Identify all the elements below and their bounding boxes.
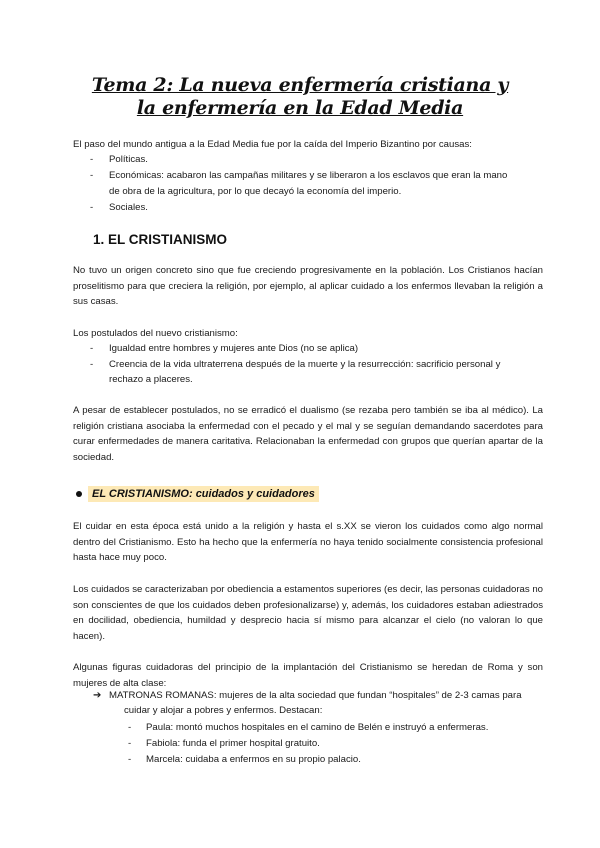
figure-item: Paula: montó muchos hospitales en el camino de Belén e instruyó a enfermeras. <box>146 722 489 733</box>
postulado-item: Igualdad entre hombres y mujeres ante Dios (no se aplica) <box>109 343 359 354</box>
paragraph: A pesar de establecer postulados, no se erradicó el dualismo (se rezaba pero también se iba al médico). La religión cristiana asociaba la enfermedad con el pecado y el mal y se seguían demandando sacerdotes para curar enfermedades de manera caritativa. Relacionaban la enfermedad con grupos que querían apartar de la sociedad. <box>73 405 543 463</box>
subsection-heading-cuidados: EL CRISTIANISMO: cuidados y cuidadores <box>88 486 319 502</box>
title-line-1: Tema 2: La nueva enfermería cristiana y <box>91 74 509 96</box>
figure-item: Marcela: cuidaba a enfermos en su propio palacio. <box>146 754 361 765</box>
section-heading-cristianismo: 1. EL CRISTIANISMO <box>93 232 228 247</box>
figure-item: Fabiola: funda el primer hospital gratuito. <box>146 738 320 749</box>
dash-bullet: - <box>128 754 132 765</box>
dash-bullet: - <box>90 202 94 213</box>
bullet-dot <box>76 491 82 497</box>
dash-bullet: - <box>90 154 94 165</box>
cause-item: Políticas. <box>109 154 148 165</box>
title-line-2: la enfermería en la Edad Media <box>136 97 464 119</box>
cause-item: Sociales. <box>109 202 148 213</box>
postulado-item-continued: rechazo a placeres. <box>109 374 193 385</box>
dash-bullet: - <box>128 738 132 749</box>
paragraph: Los cuidados se caracterizaban por obediencia a estamentos superiores (es decir, las personas cuidadoras no son conscientes de que los cuidados deben profesionalizarse) y, además, los cuidadores estaban adiestrados en docilidad, obediencia, humildad y desprecio hacia sí mismo para alcanzar el cielo (no valoran lo que hacen). <box>73 584 543 642</box>
paragraph: No tuvo un origen concreto sino que fue creciendo progresivamente en la población. Los Cristianos hacían proselitismo para que creciera la religión, por ejemplo, al aplicar cuidado a los enfermos llevaban la religión a sus casas. <box>73 265 543 307</box>
matronas-item: MATRONAS ROMANAS: mujeres de la alta sociedad que fundan “hospitales” de 2-3 camas para <box>109 690 522 701</box>
dash-bullet: - <box>90 170 94 181</box>
arrow-bullet-icon: ➔ <box>93 690 102 701</box>
dash-bullet: - <box>90 359 94 370</box>
postulados-intro: Los postulados del nuevo cristianismo: <box>73 328 238 339</box>
paragraph: El cuidar en esta época está unido a la religión y hasta el s.XX se vieron los cuidados como algo normal dentro del Cristianismo. Esto ha hecho que la enfermería no haya tenido socialmente consistencia profesional hasta hace muy poco. <box>73 521 543 563</box>
dash-bullet: - <box>90 343 94 354</box>
cause-item: Económicas: acabaron las campañas militares y se liberaron a los esclavos que eran la mano <box>109 170 508 181</box>
dash-bullet: - <box>128 722 132 733</box>
postulado-item: Creencia de la vida ultraterrena después de la muerte y la resurrección: sacrificio personal y <box>109 359 501 370</box>
intro-paragraph: El paso del mundo antigua a la Edad Media fue por la caída del Imperio Bizantino por causas: <box>73 139 472 150</box>
matronas-item-continued: cuidar y alojar a pobres y enfermos. Destacan: <box>124 705 323 716</box>
cause-item-continued: de obra de la agricultura, por lo que decayó la economía del imperio. <box>109 186 402 197</box>
paragraph: Algunas figuras cuidadoras del principio de la implantación del Cristianismo se heredan de Roma y son mujeres de alta clase: <box>73 662 543 689</box>
